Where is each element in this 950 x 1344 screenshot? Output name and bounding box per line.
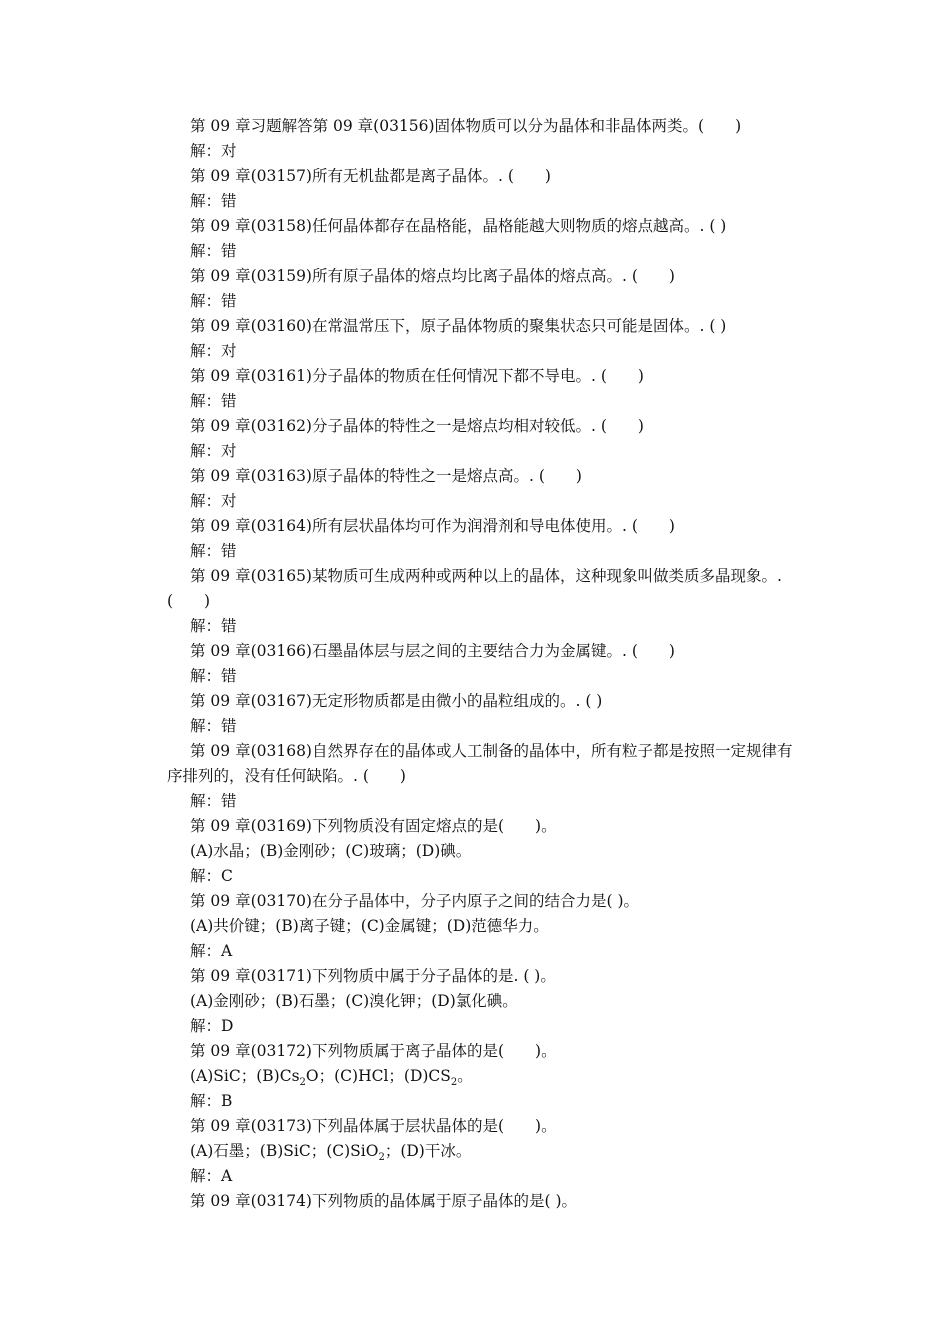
answer-03157: 解：错 [190,192,237,210]
subscript-2: 2 [450,1077,458,1089]
question-03159: 第 09 章(03159)所有原子晶体的熔点均比离子晶体的熔点高。. ( ) [190,267,675,285]
answer-03173: 解：A [190,1167,233,1185]
options-03173 [167,1139,797,1164]
question-03166: 第 09 章(03166)石墨晶体层与层之间的主要结合力为金属键。. ( ) [190,642,675,660]
answer-03166: 解：错 [190,667,237,685]
question-03174: 第 09 章(03174)下列物质的晶体属于原子晶体的是( )。 [190,1192,578,1210]
question-03156: 第 09 章习题解答第 09 章(03156)固体物质可以分为晶体和非晶体两类。( ) [190,117,742,135]
options-03172-part-b: O；(C)HCl；(D)CS [305,1067,451,1085]
question-03170: 第 09 章(03170)在分子晶体中，分子内原子之间的结合力是( )。 [190,892,640,910]
options-03171: (A)金刚砂；(B)石墨；(C)溴化钾；(D)氯化碘。 [190,992,518,1010]
answer-03170: 解：A [190,942,233,960]
options-03169: (A)水晶；(B)金刚砂；(C)玻璃；(D)碘。 [190,842,472,860]
answer-03156: 解：对 [190,142,237,160]
question-03171: 第 09 章(03171)下列物质中属于分子晶体的是. ( )。 [190,967,556,985]
answer-03169: 解：C [190,867,233,885]
answer-03167: 解：错 [190,717,237,735]
question-03158: 第 09 章(03158)任何晶体都存在晶格能，晶格能越大则物质的熔点越高。. ( ) [190,217,727,235]
question-03162: 第 09 章(03162)分子晶体的特性之一是熔点均相对较低。. ( ) [190,417,644,435]
answer-03159: 解：错 [190,292,237,310]
answer-03172: 解：B [190,1092,233,1110]
options-03173-part-b: ；(D)干冰。 [384,1142,472,1160]
subscript-2: 2 [378,1152,385,1164]
question-03169: 第 09 章(03169)下列物质没有固定熔点的是( )。 [190,817,557,835]
question-03173: 第 09 章(03173)下列晶体属于层状晶体的是( )。 [190,1117,557,1135]
answer-03162: 解：对 [190,442,237,460]
answer-03165: 解：错 [190,617,237,635]
answer-03161: 解：错 [190,392,237,410]
question-03160: 第 09 章(03160)在常温常压下，原子晶体物质的聚集状态只可能是固体。. ( ) [190,317,727,335]
question-03167: 第 09 章(03167)无定形物质都是由微小的晶粒组成的。. ( ) [190,692,603,710]
document-body [167,114,797,1214]
question-03161: 第 09 章(03161)分子晶体的物质在任何情况下都不导电。. ( ) [190,367,644,385]
answer-03171: 解：D [190,1017,234,1035]
answer-03163: 解：对 [190,492,237,510]
question-03157: 第 09 章(03157)所有无机盐都是离子晶体。. ( ) [190,167,551,185]
question-03165: 第 09 章(03165)某物质可生成两种或两种以上的晶体，这种现象叫做类质多晶现象。. ( ) [167,567,782,610]
question-03168: 第 09 章(03168)自然界存在的晶体或人工制备的晶体中，所有粒子都是按照一定规律有序排列的，没有任何缺陷。. ( ) [167,742,793,785]
question-03172: 第 09 章(03172)下列物质属于离子晶体的是( )。 [190,1042,557,1060]
answer-03168: 解：错 [190,792,237,810]
answer-03164: 解：错 [190,542,237,560]
answer-03160: 解：对 [190,342,237,360]
options-03172-part-c: 。 [457,1067,473,1085]
subscript-2: 2 [299,1077,306,1089]
answer-03158: 解：错 [190,242,237,260]
options-03172 [167,1064,797,1089]
question-03164: 第 09 章(03164)所有层状晶体均可作为润滑剂和导电体使用。. ( ) [190,517,675,535]
options-03170: (A)共价键；(B)离子键；(C)金属键；(D)范德华力。 [190,917,549,935]
options-03172-part-a: (A)SiC；(B)Cs [190,1067,300,1085]
question-03163: 第 09 章(03163)原子晶体的特性之一是熔点高。. ( ) [190,467,582,485]
options-03173-part-a: (A)石墨；(B)SiC；(C)SiO [190,1142,379,1160]
